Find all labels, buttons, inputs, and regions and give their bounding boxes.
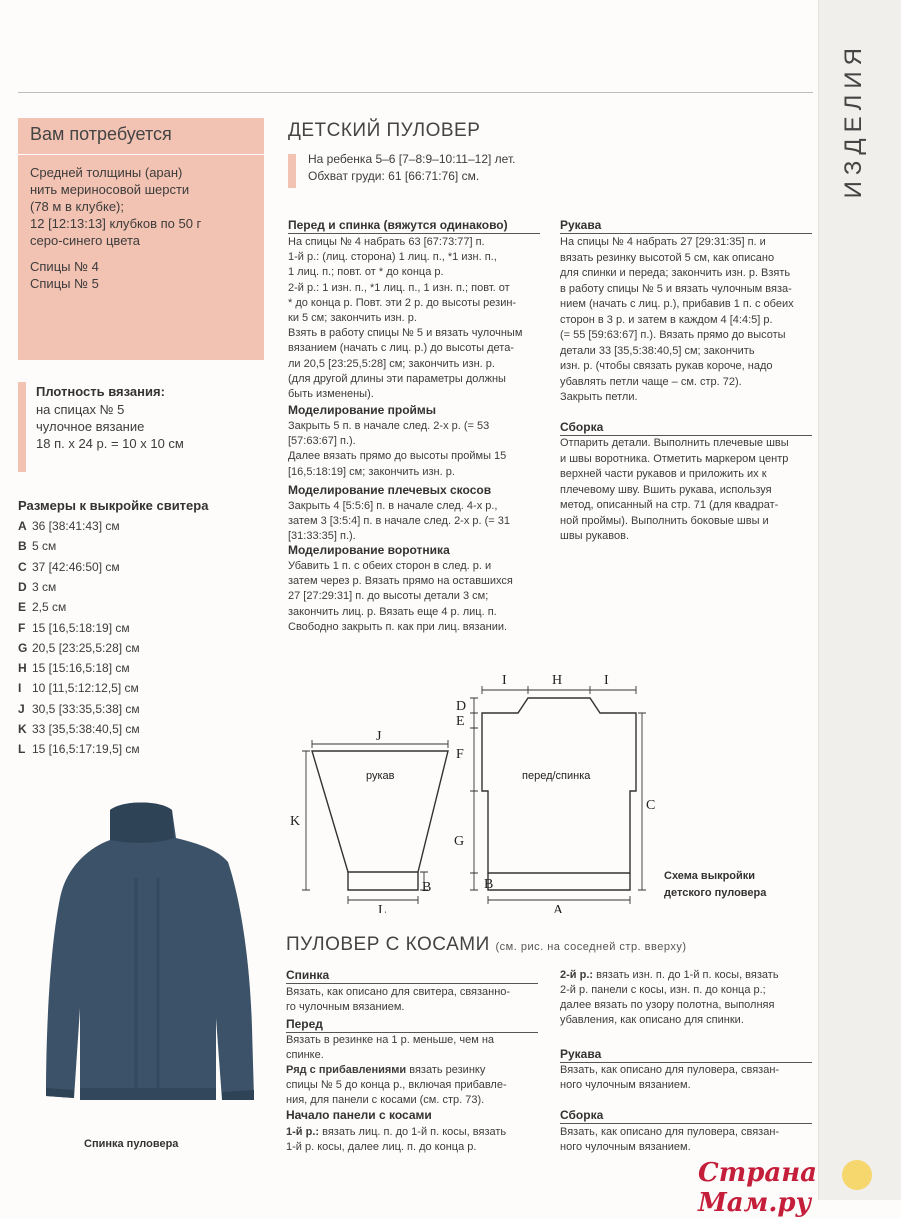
armhole-line: [16,5:18:19] см; закончить изн. р. [288, 465, 455, 478]
materials-title: Вам потребуется [30, 124, 172, 144]
assembly-line: Отпарить детали. Выполнить плечевые швы [560, 437, 789, 449]
materials-box [18, 118, 264, 360]
size-letter: I [18, 681, 22, 696]
collar-line: Свободно закрыть п. как при лиц. вязании. [288, 620, 508, 633]
sleeves-line: нием (начать с лиц. р.), прибавив 1 п. с обеих [560, 298, 794, 310]
size-letter: A [18, 519, 27, 533]
size-row [18, 638, 140, 658]
gauge-title: Плотность вязания: [36, 384, 165, 399]
size-letter: H [18, 661, 27, 676]
label-h: H [552, 673, 563, 688]
label-c: C [646, 798, 656, 813]
sleeves-line: Закрыть петли. [560, 391, 638, 403]
front-back-line: * до конца р. Повт. эти 2 р. до высоты резин- [288, 296, 517, 309]
size-row [18, 557, 120, 577]
heading-underline [286, 983, 538, 984]
shoulder-line: [31:33:35] п.). [288, 530, 356, 543]
cable-back-heading: Спинка [286, 968, 330, 982]
cable-sleeves-line: Вязать, как описано для пуловера, связан- [560, 1064, 780, 1076]
assembly-heading: Сборка [560, 420, 604, 434]
size-value: 37 [42:46:50] см [32, 559, 120, 574]
collar-line: 27 [27:29:31] п. до высоты детали 3 см; [288, 590, 489, 603]
panel-row2-text [560, 968, 812, 1028]
materials-yarn-line: 12 [12:13:13] клубков по 50 г [30, 216, 202, 231]
panel-row2-line: далее вязать по узору полотна, выполняя [560, 999, 775, 1011]
cable-title-note: (см. рис. на соседней стр. вверху) [495, 941, 687, 953]
collar-line: затем через р. Вязать прямо на оставшихся [288, 575, 513, 588]
size-letter: K [18, 722, 27, 736]
heading-underline [288, 233, 540, 234]
cable-title-text: ПУЛОВЕР С КОСАМИ [286, 934, 490, 955]
kids-chest: Обхват груди: 61 [66:71:76] см. [308, 169, 480, 183]
size-letter: L [18, 742, 26, 757]
panel-row1-bold: 1-й р.: [286, 1126, 320, 1138]
sleeves-line: На спицы № 4 набрать 27 [29:31:35] п. и [560, 236, 766, 248]
size-value: 15 [15:16,5:18] см [32, 661, 130, 676]
panel-row2-bold: 2-й р.: [560, 969, 594, 981]
panel-row2-line: 2-й р. панели с косы, изн. п. до конца р.; [560, 984, 766, 996]
shoulder-heading: Моделирование плечевых скосов [288, 483, 492, 497]
assembly-line: плечевому шву. Вшить рукава, используя [560, 483, 772, 496]
increase-row-line: вязать резинку [406, 1064, 486, 1076]
sleeves-line: для спинки и переда; закончить изн. р. Взять [560, 267, 791, 279]
armhole-heading: Моделирование проймы [288, 403, 437, 417]
collar-line: закончить лиц. р. Вязать еще 4 р. лиц. п. [288, 605, 497, 618]
assembly-line: верхней части рукавов и приложить их к [560, 468, 767, 480]
size-value: 33 [35,5:38:40,5] см [32, 722, 140, 736]
cable-front-line: Вязать в резинке на 1 р. меньше, чем на [286, 1034, 495, 1046]
front-back-line: (для другой длины эти параметры должны [288, 372, 506, 385]
size-value: 20,5 [23:25,5:28] см [32, 640, 140, 655]
diagram-caption-line: детского пуловера [664, 887, 767, 899]
sleeves-line: в работу спицы № 5 и вязать чулочным вяза- [560, 282, 792, 295]
kids-title: ДЕТСКИЙ ПУЛОВЕР [288, 120, 481, 141]
size-value: 30,5 [33:35,5:38] см [32, 701, 140, 716]
top-rule [18, 92, 813, 93]
front-back-line: Взять в работу спицы № 5 и вязать чулочным [288, 327, 523, 340]
assembly-line: швы рукавов. [560, 530, 630, 542]
sleeves-line: (= 55 [59:63:67] п.). Вязать прямо до высоты [560, 329, 786, 341]
size-row [18, 719, 140, 739]
label-j: J [376, 729, 382, 744]
size-row [18, 699, 140, 719]
size-letter: F [18, 620, 26, 635]
collar-line: Убавить 1 п. с обеих сторон в след. р. и [288, 560, 492, 572]
label-b-body: B [484, 877, 494, 892]
sleeves-line: изн. р. (чтобы связать рукав короче, надо [560, 360, 773, 372]
cable-assembly-line: Вязать, как описано для пуловера, связан- [560, 1126, 780, 1138]
sleeves-heading: Рукава [560, 218, 602, 232]
kids-age: На ребенка 5–6 [7–8:9–10:11–12] лет. [308, 152, 516, 166]
cable-sleeves-heading: Рукава [560, 1047, 602, 1061]
shoulder-line: затем 3 [3:5:4] п. в начале след. 2-х р. (= 31 [288, 515, 511, 528]
size-value: 10 [11,5:12:12,5] см [32, 681, 139, 696]
assembly-line: и швы воротника. Отметить маркером центр [560, 452, 789, 465]
label-i-left: I [502, 673, 507, 688]
size-row [18, 577, 56, 597]
materials-divider [18, 154, 264, 155]
size-letter: E [18, 600, 27, 615]
collar-heading: Моделирование воротника [288, 543, 450, 557]
size-value: 15 [16,5:17:19,5] см [32, 742, 140, 757]
front-back-line: вязанием (начать с лиц. р.) до высоты дета- [288, 342, 514, 355]
front-back-line: ли 20,5 [23:25,5:28] см; закончить изн. р. [288, 357, 495, 370]
gauge-line: 18 п. x 24 р. = 10 x 10 см [36, 436, 184, 451]
body-shape [482, 698, 636, 873]
size-row [18, 739, 140, 759]
size-letter: D [18, 579, 27, 594]
cable-front-line: спинке. [286, 1049, 324, 1061]
armhole-line: Закрыть 5 п. в начале след. 2-х р. (= 53 [288, 420, 490, 432]
label-f: F [456, 747, 464, 762]
label-k: K [290, 814, 301, 829]
materials-needles-line: Спицы № 4 [30, 259, 99, 274]
materials-yarn-line: (78 м в клубке); [30, 199, 124, 214]
panel-heading: Начало панели с косами [286, 1108, 432, 1122]
materials-yarn-line: серо-синего цвета [30, 233, 141, 248]
diagram-caption [664, 868, 766, 902]
size-letter: J [18, 701, 25, 716]
gauge-accent-bar [18, 382, 26, 472]
materials-needles-line: Спицы № 5 [30, 276, 99, 291]
increase-row-line: спицы № 5 до конца р., включая прибавле- [286, 1079, 507, 1091]
label-a: A [553, 903, 564, 913]
size-value: 36 [38:41:43] см [32, 519, 120, 533]
armhole-line: Далее вязать прямо до высоты проймы 15 [288, 450, 507, 463]
increase-row-bold: Ряд с прибавлениями [286, 1064, 407, 1076]
materials-yarn-line: нить мериносовой шерсти [30, 182, 190, 197]
increase-row-text [286, 1063, 538, 1108]
gauge-line: чулочное вязание [36, 419, 145, 434]
cable-title [286, 934, 687, 956]
label-e: E [456, 714, 465, 729]
kids-accent-bar [288, 154, 296, 188]
assembly-line: метод, описанный на стр. 71 (для квадрат- [560, 499, 779, 511]
cable-assembly-line: ного чулочным вязанием. [560, 1141, 691, 1153]
sleeves-line: сторон в 3 р. и затем в каждом 4 [4:4:5] р. [560, 313, 773, 326]
assembly-line: ной проймы). Выполнить боковые швы и [560, 514, 769, 527]
panel-row1-line: 1-й р. косы, далее лиц. п. до конца р. [286, 1141, 477, 1153]
size-letter: B [18, 539, 27, 554]
armhole-line: [57:63:67] п.). [288, 435, 356, 448]
sleeve-label: рукав [366, 770, 395, 782]
increase-row-line: ния, для панели с косами (см. стр. 73). [286, 1094, 485, 1106]
front-back-heading: Перед и спинка (вяжутся одинаково) [288, 218, 508, 232]
body-label: перед/спинка [522, 770, 591, 782]
panel-row2-line: вязать изн. п. до 1-й п. косы, вязать [593, 969, 779, 981]
cable-back-line: Вязать, как описано для свитера, связанно- [286, 986, 511, 998]
size-value: 5 см [32, 539, 57, 554]
front-back-line: 1-й р.: (лиц. сторона) 1 лиц. п., *1 изн. п., [288, 251, 497, 264]
size-value: 15 [16,5:18:19] см [32, 620, 130, 635]
sleeves-line: вязать резинку высотой 5 см, как описано [560, 251, 775, 264]
label-b-sleeve: B [422, 880, 432, 895]
label-g: G [454, 834, 465, 849]
front-back-line: На спицы № 4 набрать 63 [67:73:77] п. [288, 236, 485, 248]
cable-assembly-heading: Сборка [560, 1108, 604, 1122]
front-back-line: ки 5 см; закончить изн. р. [288, 312, 417, 324]
materials-yarn-line: Средней толщины (аран) [30, 165, 183, 180]
cable-front-heading: Перед [286, 1017, 323, 1031]
size-value: 3 см [32, 579, 57, 594]
photo-caption: Спинка пуловера [84, 1138, 179, 1150]
panel-row2-line: убавления, как описано для спинки. [560, 1014, 744, 1026]
cable-sleeves-line: ного чулочным вязанием. [560, 1079, 691, 1091]
gauge-line: на спицах № 5 [36, 402, 125, 417]
heading-underline [560, 233, 812, 234]
size-value: 2,5 см [32, 600, 67, 615]
section-tab-label: ИЗДЕЛИЯ [840, 42, 867, 199]
front-back-line: 2-й р.: 1 изн. п., *1 лиц. п., 1 изн. п.; повт. от [288, 281, 510, 294]
front-back-line: 1 лиц. п.; повт. от * до конца р. [288, 266, 444, 279]
diagram-caption-line: Схема выкройки [664, 870, 756, 882]
front-back-line: быть изменены). [288, 388, 374, 400]
size-row [18, 597, 66, 617]
label-d: D [456, 699, 467, 714]
panel-row1-text [286, 1125, 538, 1155]
panel-row1-line: вязать лиц. п. до 1-й п. косы, вязать [319, 1126, 507, 1138]
size-row [18, 678, 139, 698]
sleeves-line: детали 33 [35,5:38:40,5] см; закончить [560, 344, 755, 357]
size-row [18, 536, 56, 556]
size-letter: C [18, 559, 27, 574]
watermark-logo: Страна Мам.ру [698, 1158, 818, 1218]
cable-back-line: го чулочным вязанием. [286, 1001, 405, 1013]
heading-underline [560, 1123, 812, 1124]
label-i-right: I [604, 673, 609, 688]
sizes-title: Размеры к выкройке свитера [18, 498, 209, 513]
shoulder-line: Закрыть 4 [5:5:6] п. в начале след. 4-х р., [288, 500, 498, 512]
sweater-photo [40, 798, 260, 1128]
size-row [18, 516, 120, 536]
sleeves-line: убавлять петли чаще – см. стр. 72). [560, 375, 742, 388]
size-row [18, 618, 130, 638]
label-l: L [378, 903, 387, 913]
size-letter: G [18, 640, 28, 655]
size-row [18, 658, 130, 678]
